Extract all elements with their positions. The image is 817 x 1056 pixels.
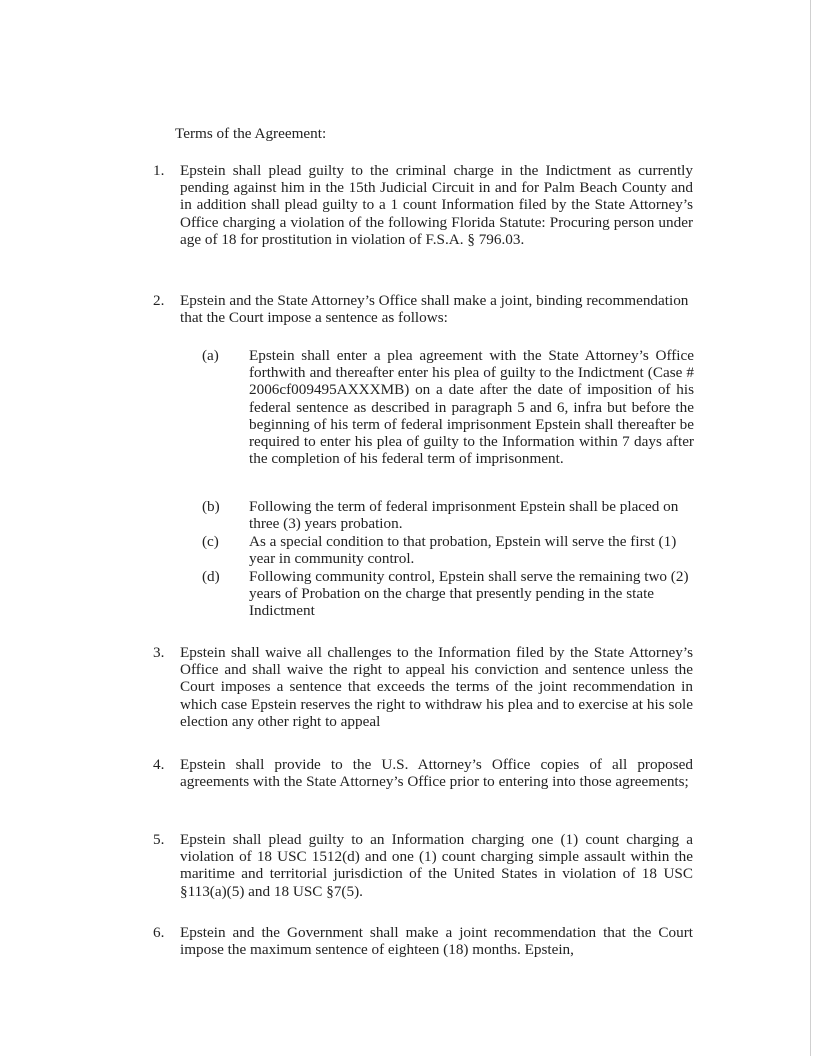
term-item-2 <box>153 292 693 326</box>
term-item-3 <box>153 644 693 730</box>
subitem-b <box>202 498 694 532</box>
term-item-5 <box>153 831 693 900</box>
subitem-text: As a special condition to that probation, Epstein will serve the first (1) year in community control. <box>249 533 677 568</box>
subitem-label: (a) <box>202 347 219 364</box>
term-text: Epstein shall plead guilty to an Information charging one (1) count charging a violation of 18 USC 1512(d) and one (1) count charging simple assault within the maritime and territorial jurisdiction of the United States in violation of 18 USC §113(a)(5) and 18 USC §7(5). <box>180 831 693 900</box>
term-number: 4. <box>153 756 165 773</box>
subitem-d <box>202 568 694 620</box>
term-number: 5. <box>153 831 165 848</box>
term-text: Epstein and the Government shall make a joint recommendation that the Court impose the maximum sentence of eighteen (18) months. Epstein, <box>180 924 693 959</box>
scan-edge-line <box>810 0 811 1056</box>
subitem-text: Following the term of federal imprisonment Epstein shall be placed on three (3) years probation. <box>249 498 679 533</box>
subitem-label: (b) <box>202 498 220 515</box>
subitem-label: (c) <box>202 533 219 550</box>
term-text: Epstein and the State Attorney’s Office shall make a joint, binding recommendation that the Court impose a sentence as follows: <box>180 292 689 327</box>
terms-heading: Terms of the Agreement: <box>175 125 327 142</box>
term-text: Epstein shall plead guilty to the criminal charge in the Indictment as currently pending against him in the 15th Judicial Circuit in and for Palm Beach County and in addition shall plead guilty to a 1 count Information filed by the State Attorney’s Office charging a violation of the following Florida Statute: Procuring person under age of 18 for prostitution in violation of F.S.A. § 796.03. <box>180 162 693 248</box>
subitem-text: Epstein shall enter a plea agreement with the State Attorney’s Office forthwith and thereafter enter his plea of guilty to the Indictment (Case # 2006cf009495AXXXMB) on a date after the date of imposition of his federal sentence as described in paragraph 5 and 6, infra but before the beginning of his term of federal imprisonment Epstein shall thereafter be required to enter his plea of guilty to the Information within 7 days after the completion of his federal term of imprisonment. <box>249 347 694 468</box>
term-item-6 <box>153 924 693 958</box>
subitem-text: Following community control, Epstein shall serve the remaining two (2) years of Probation on the charge that presently pending in the state Indictment <box>249 568 689 620</box>
subitem-a <box>202 347 694 467</box>
term-number: 3. <box>153 644 165 661</box>
term-number: 1. <box>153 162 165 179</box>
term-number: 6. <box>153 924 165 941</box>
subitem-label: (d) <box>202 568 220 585</box>
subitem-c <box>202 533 694 567</box>
term-item-1 <box>153 162 693 248</box>
term-number: 2. <box>153 292 165 309</box>
term-item-4 <box>153 756 693 790</box>
term-text: Epstein shall provide to the U.S. Attorney’s Office copies of all proposed agreements with the State Attorney’s Office prior to entering into those agreements; <box>180 756 693 791</box>
term-text: Epstein shall waive all challenges to the Information filed by the State Attorney’s Office and shall waive the right to appeal his conviction and sentence unless the Court imposes a sentence that exceeds the terms of the joint recommendation in which case Epstein reserves the right to withdraw his plea and to exercise at his sole election any other right to appeal <box>180 644 693 730</box>
